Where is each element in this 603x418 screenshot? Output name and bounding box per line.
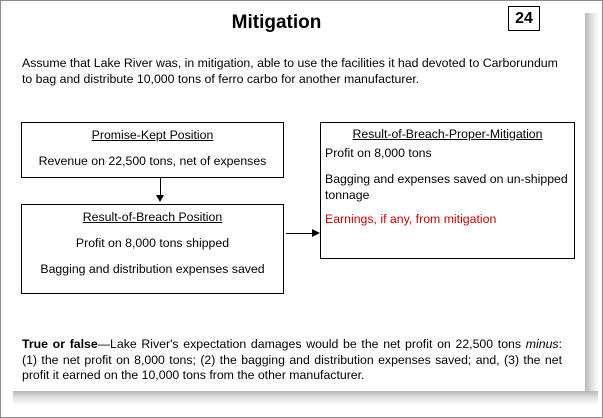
result-of-breach-heading: Result-of-Breach Position [82, 210, 223, 224]
proper-mitigation-line: Profit on 8,000 tons [325, 146, 432, 160]
proper-mitigation-line: Bagging and expenses saved on un-shipped tonnage [325, 172, 568, 202]
intro-paragraph: Assume that Lake River was, in mitigation, able to use the facilities it had devoted to Carborundum to bag and distribute 10,000 tons of ferro carbo for another manufacturer. [22, 56, 558, 86]
right-arrow-line [286, 233, 314, 234]
slide-page [2, 2, 585, 391]
true-false-question [22, 337, 562, 384]
promise-kept-box [21, 122, 284, 178]
mitigation-earnings-line: Earnings, if any, from mitigation [325, 212, 497, 226]
question-lead: True or false [22, 337, 98, 351]
down-arrow-icon [156, 195, 164, 202]
page-shadow-right [585, 13, 599, 405]
page-shadow-bottom [13, 391, 598, 405]
proper-mitigation-heading: Result-of-Breach-Proper-Mitigation [352, 127, 543, 141]
slide-number: 24 [508, 6, 540, 31]
result-of-breach-box [21, 204, 284, 294]
question-dash: — [97, 337, 111, 351]
result-of-breach-line: Bagging and distribution expenses saved [40, 262, 265, 276]
right-arrow-icon [312, 229, 320, 237]
question-italic: minus [525, 337, 559, 351]
promise-kept-line: Revenue on 22,500 tons, net of expenses [38, 154, 267, 168]
result-of-breach-line: Profit on 8,000 tons shipped [75, 236, 230, 250]
question-text: Lake River's expectation damages would be the net profit on 22,500 tons [110, 337, 526, 351]
proper-mitigation-box [320, 122, 575, 259]
question-text-rest: : (1) the net profit on 8,000 tons; (2) the bagging and distribution expenses saved; and, (3) the net profit it earned on the 10,000 tons from the other manufacturer. [22, 337, 562, 382]
promise-kept-heading: Promise-Kept Position [91, 128, 214, 142]
slide-title: Mitigation [231, 12, 322, 33]
